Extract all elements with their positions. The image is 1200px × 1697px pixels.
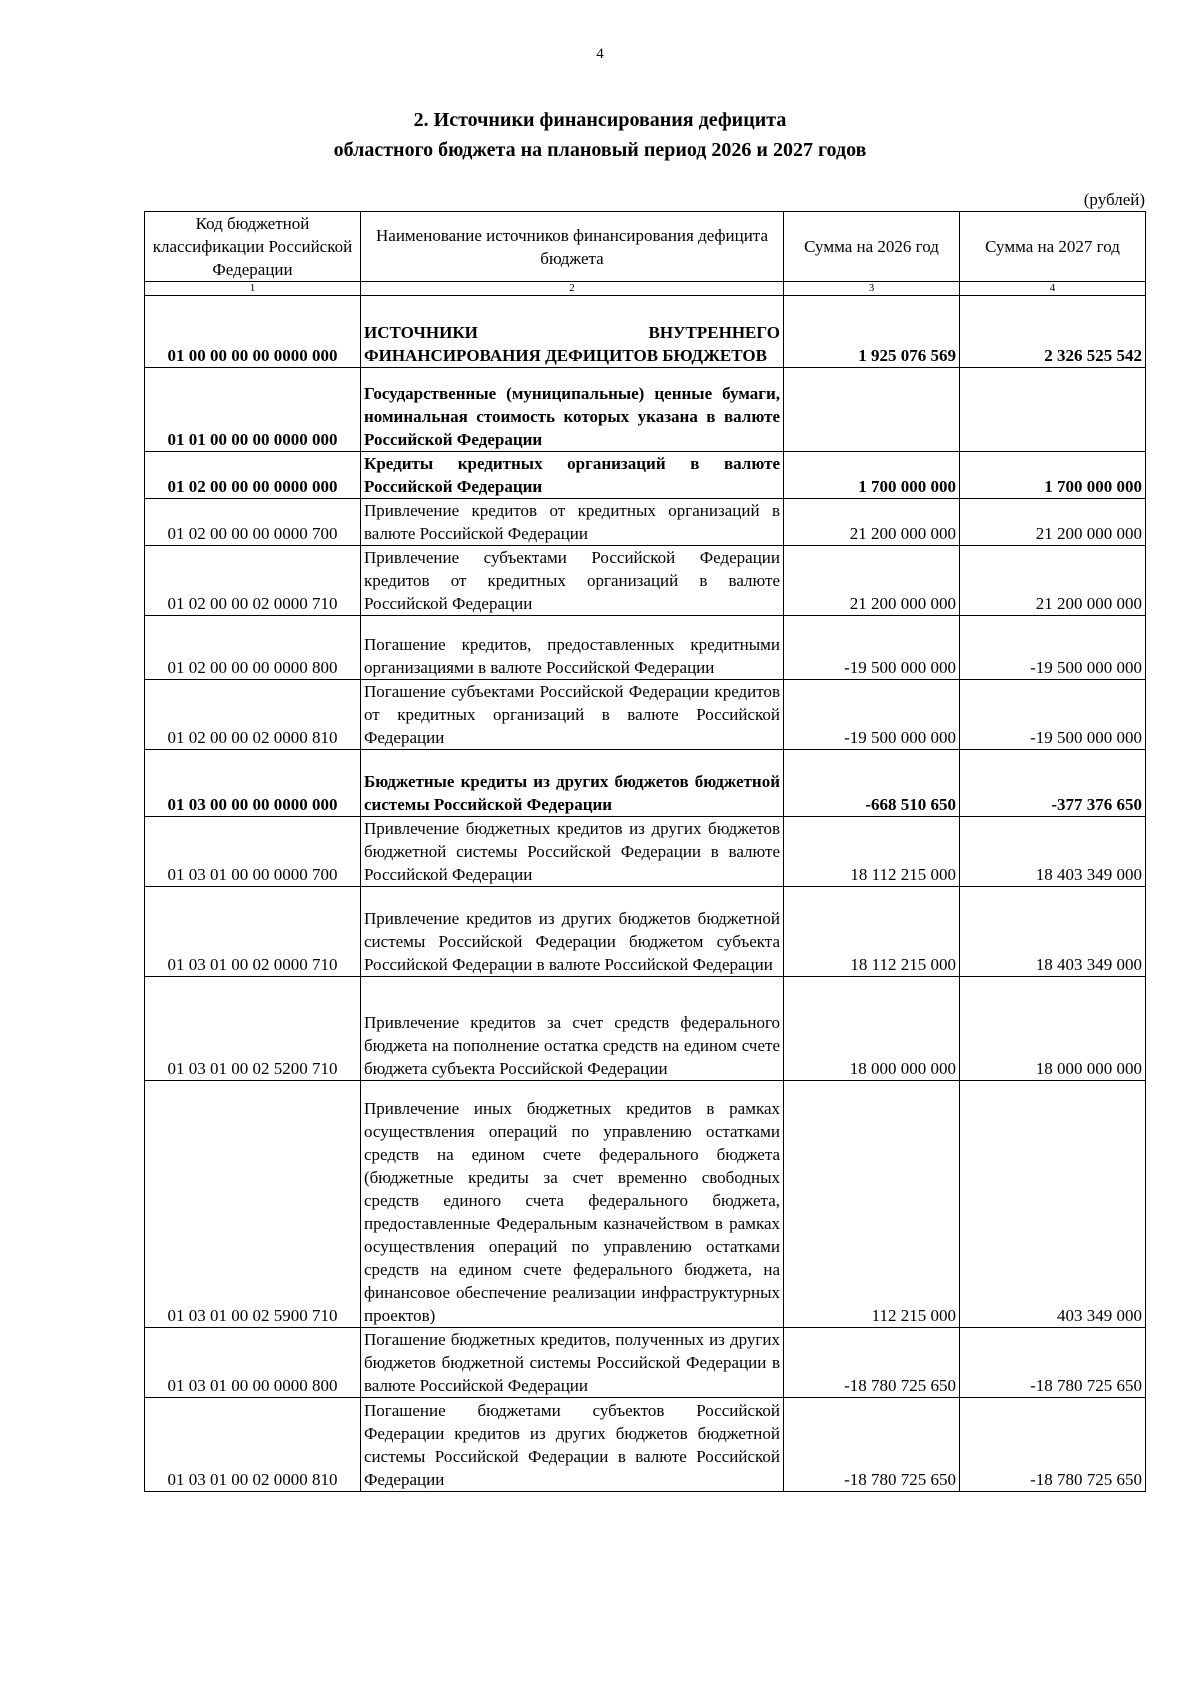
table-row xyxy=(145,546,1146,616)
table-row xyxy=(145,817,1146,887)
header-sum-2027: Сумма на 2027 год xyxy=(960,212,1146,282)
row-sum-2026: -19 500 000 000 xyxy=(784,680,960,750)
row-sum-2026: 1 925 076 569 xyxy=(784,296,960,368)
row-name: Привлечение кредитов от кредитных организаций в валюте Российской Федерации xyxy=(361,499,784,546)
table-row xyxy=(145,750,1146,817)
row-code: 01 03 01 00 02 0000 710 xyxy=(145,887,361,977)
table-row xyxy=(145,499,1146,546)
row-sum-2027: 21 200 000 000 xyxy=(960,499,1146,546)
row-sum-2026: 21 200 000 000 xyxy=(784,499,960,546)
row-code: 01 01 00 00 00 0000 000 xyxy=(145,368,361,452)
row-sum-2026: 18 112 215 000 xyxy=(784,887,960,977)
row-name: Привлечение субъектами Российской Федерации кредитов от кредитных организаций в валюте Российской Федерации xyxy=(361,546,784,616)
row-sum-2027: 1 700 000 000 xyxy=(960,452,1146,499)
row-sum-2026: 1 700 000 000 xyxy=(784,452,960,499)
row-sum-2027: -19 500 000 000 xyxy=(960,616,1146,680)
row-code: 01 02 00 00 00 0000 000 xyxy=(145,452,361,499)
page-number: 4 xyxy=(596,46,604,62)
row-name: Привлечение бюджетных кредитов из других бюджетов бюджетной системы Российской Федерации в валюте Российской Федерации xyxy=(361,817,784,887)
table-row xyxy=(145,680,1146,750)
row-name: Бюджетные кредиты из других бюджетов бюджетной системы Российской Федерации xyxy=(361,750,784,817)
row-sum-2026: 21 200 000 000 xyxy=(784,546,960,616)
row-name: Государственные (муниципальные) ценные бумаги, номинальная стоимость которых указана в валюте Российской Федерации xyxy=(361,368,784,452)
title-line-2: областного бюджета на плановый период 2026 и 2027 годов xyxy=(333,139,867,161)
row-name: Погашение кредитов, предоставленных кредитными организациями в валюте Российской Федерации xyxy=(361,616,784,680)
header-name: Наименование источников финансирования дефицита бюджета xyxy=(361,212,784,282)
table-row xyxy=(145,977,1146,1081)
row-sum-2027 xyxy=(960,368,1146,452)
row-sum-2026: 18 000 000 000 xyxy=(784,977,960,1081)
row-code: 01 03 01 00 00 0000 700 xyxy=(145,817,361,887)
table-row xyxy=(145,1398,1146,1492)
row-sum-2027: 403 349 000 xyxy=(960,1081,1146,1328)
title-line-1: 2. Источники финансирования дефицита xyxy=(413,109,787,131)
table-row xyxy=(145,368,1146,452)
header-sum-2026: Сумма на 2026 год xyxy=(784,212,960,282)
row-code: 01 00 00 00 00 0000 000 xyxy=(145,296,361,368)
table-row xyxy=(145,452,1146,499)
row-sum-2026: -19 500 000 000 xyxy=(784,616,960,680)
row-name: Кредиты кредитных организаций в валюте Российской Федерации xyxy=(361,452,784,499)
row-name: Привлечение кредитов из других бюджетов бюджетной системы Российской Федерации бюджетом субъекта Российской Федерации в валюте Российской Федерации xyxy=(361,887,784,977)
row-sum-2027: 18 403 349 000 xyxy=(960,817,1146,887)
row-sum-2027: -19 500 000 000 xyxy=(960,680,1146,750)
column-number: 3 xyxy=(784,282,960,296)
row-code: 01 03 01 00 02 0000 810 xyxy=(145,1398,361,1492)
column-number: 4 xyxy=(960,282,1146,296)
currency-unit-note: (рублей) xyxy=(1083,190,1145,209)
row-code: 01 02 00 00 00 0000 800 xyxy=(145,616,361,680)
row-name: Привлечение иных бюджетных кредитов в рамках осуществления операций по управлению остатками средств на едином счете федерального бюджета (бюджетные кредиты за счет временно свободных средств единого счета федерального бюджета, предоставленные Федеральным казначейством в рамках осуществления операций по управлению остатками средств на едином счете федерального бюджета, на финансовое обеспечение реализации инфраструктурных проектов) xyxy=(361,1081,784,1328)
table-row xyxy=(145,887,1146,977)
row-sum-2026 xyxy=(784,368,960,452)
row-name: Погашение бюджетами субъектов Российской Федерации кредитов из других бюджетов бюджетной системы Российской Федерации в валюте Российской Федерации xyxy=(361,1398,784,1492)
table-header-row xyxy=(145,212,1146,282)
table-body xyxy=(145,296,1146,1492)
row-code: 01 02 00 00 02 0000 710 xyxy=(145,546,361,616)
row-name: ИСТОЧНИКИ ВНУТРЕННЕГО ФИНАНСИРОВАНИЯ ДЕФИЦИТОВ БЮДЖЕТОВ xyxy=(361,296,784,368)
column-number: 1 xyxy=(145,282,361,296)
row-sum-2026: 18 112 215 000 xyxy=(784,817,960,887)
row-code: 01 03 01 00 02 5900 710 xyxy=(145,1081,361,1328)
table-row xyxy=(145,1328,1146,1398)
row-name: Погашение субъектами Российской Федерации кредитов от кредитных организаций в валюте Российской Федерации xyxy=(361,680,784,750)
document-title xyxy=(0,105,1200,165)
row-sum-2027: -18 780 725 650 xyxy=(960,1398,1146,1492)
financing-sources-table xyxy=(144,211,1146,1492)
row-sum-2026: -18 780 725 650 xyxy=(784,1328,960,1398)
table-row xyxy=(145,1081,1146,1328)
row-sum-2027: -377 376 650 xyxy=(960,750,1146,817)
row-sum-2026: -668 510 650 xyxy=(784,750,960,817)
table-row xyxy=(145,616,1146,680)
row-sum-2027: 2 326 525 542 xyxy=(960,296,1146,368)
column-number-row xyxy=(145,282,1146,296)
row-name: Привлечение кредитов за счет средств федерального бюджета на пополнение остатка средств на едином счете бюджета субъекта Российской Федерации xyxy=(361,977,784,1081)
row-sum-2027: 21 200 000 000 xyxy=(960,546,1146,616)
row-code: 01 02 00 00 00 0000 700 xyxy=(145,499,361,546)
table-row xyxy=(145,296,1146,368)
row-code: 01 03 01 00 02 5200 710 xyxy=(145,977,361,1081)
header-code: Код бюджетной классификации Российской Федерации xyxy=(145,212,361,282)
row-code: 01 03 01 00 00 0000 800 xyxy=(145,1328,361,1398)
row-sum-2027: 18 000 000 000 xyxy=(960,977,1146,1081)
row-code: 01 03 00 00 00 0000 000 xyxy=(145,750,361,817)
column-number: 2 xyxy=(361,282,784,296)
row-code: 01 02 00 00 02 0000 810 xyxy=(145,680,361,750)
row-sum-2026: 112 215 000 xyxy=(784,1081,960,1328)
row-sum-2027: -18 780 725 650 xyxy=(960,1328,1146,1398)
row-sum-2027: 18 403 349 000 xyxy=(960,887,1146,977)
row-sum-2026: -18 780 725 650 xyxy=(784,1398,960,1492)
row-name: Погашение бюджетных кредитов, полученных из других бюджетов бюджетной системы Российской Федерации в валюте Российской Федерации xyxy=(361,1328,784,1398)
